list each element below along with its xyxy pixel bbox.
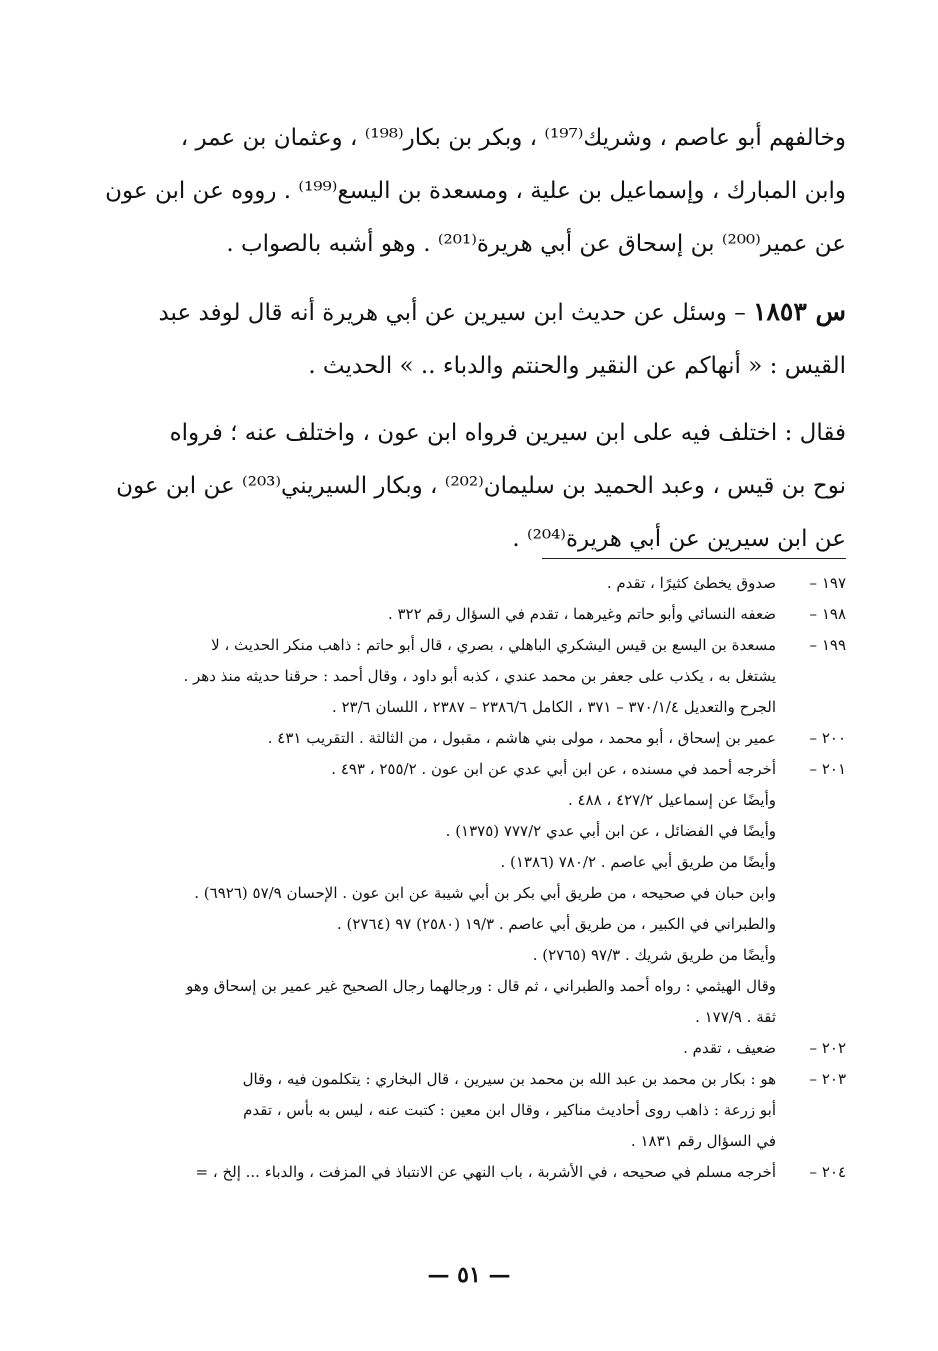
footnote-line: وقال الهيثمي : رواه أحمد والطبراني ، ثم قال : ورجالهما رجال الصحيح غير عمير بن إسحاق وهو (186, 977, 776, 995)
footnote-200 (92, 723, 846, 754)
footnote-line: وأيضًا عن إسماعيل ٤٢٧/٢ ، ٤٨٨ . (567, 791, 776, 809)
footnote-line: يشتغل به ، يكذب على جعفر بن محمد عندي ، كذبه أبو داود ، وقال أحمد : حرقنا حديثه منذ دهر . (183, 667, 776, 685)
question-first-line (92, 285, 846, 340)
question-text: – وسئل عن حديث ابن سيرين عن أبي هريرة أنه قال لوفد عبد (158, 300, 754, 326)
footnote-line: ضعيف ، تقدم . (683, 1039, 776, 1057)
footnote-204 (92, 1157, 846, 1188)
question-number: س ١٨٥٣ (753, 297, 846, 326)
page-number: — ٥١ — (427, 1262, 511, 1288)
text-line: فقال : اختلف فيه على ابن سيرين فرواه ابن عون ، واختلف عنه ؛ فرواه (169, 420, 846, 446)
footnote-line: ضعفه النسائي وأبو حاتم وغيرهما ، تقدم في السؤال رقم ٣٢٢ . (387, 605, 776, 623)
footnote-202 (92, 1033, 846, 1064)
footnote-line: والطبراني في الكبير ، من طريق أبي عاصم . ١٩/٣ (٢٥٨٠) ٩٧ (٢٧٦٤) . (336, 915, 776, 933)
footnote-line: أخرجه مسلم في صحيحه ، في الأشربة ، باب النهي عن الانتباذ في المزفت ، والدباء ... إلخ ، = (195, 1163, 776, 1181)
footnote-line: هو : بكار بن محمد بن عبد الله بن محمد بن سيرين ، قال البخاري : يتكلمون فيه ، وقال (242, 1070, 776, 1088)
footnote-line: ثقة . ١٧٧/٩ . (695, 1008, 776, 1026)
footnote-number: ٢٠١ – (809, 760, 846, 778)
footnote-line: مسعدة بن اليسع بن قيس اليشكري الباهلي ، بصري ، قال أبو حاتم : ذاهب منكر الحديث ، لا (211, 636, 776, 654)
footnote-line: وابن حبان في صحيحه ، من طريق أبي بكر بن أبي شيبة عن ابن عون . الإحسان ٥٧/٩ (٦٩٢٦) . (194, 884, 776, 902)
footnote-number: ٢٠٢ – (809, 1039, 846, 1057)
footnote-line: وأيضًا في الفضائل ، عن ابن أبي عدي ٧٧٧/٢ (١٣٧٥) . (445, 822, 776, 840)
main-text (92, 112, 846, 580)
paragraph-1 (92, 112, 846, 271)
footnote-199 (92, 630, 846, 723)
footnote-line: أبو زرعة : ذاهب روى أحاديث مناكير ، وقال ابن معين : كتبت عنه ، ليس به بأس ، تقدم (243, 1101, 776, 1119)
footnotes (92, 568, 846, 1188)
text-line: نوح بن قيس ، وعبد الحميد بن سليمان⁽²⁰²⁾ ، وبكار السيريني⁽²⁰³⁾ عن ابن عون (116, 473, 846, 499)
answer-paragraph (92, 407, 846, 566)
footnote-number: ٢٠٣ – (809, 1070, 846, 1088)
footnote-198 (92, 599, 846, 630)
footnote-number: ١٩٧ – (809, 574, 846, 592)
footnote-number: ٢٠٠ – (809, 729, 846, 747)
footnote-197 (92, 568, 846, 599)
footnote-divider (542, 558, 846, 559)
text-line: وابن المبارك ، وإسماعيل بن علية ، ومسعدة بن اليسع⁽¹⁹⁹⁾ . رووه عن ابن عون (105, 178, 846, 204)
footnote-line: أخرجه أحمد في مسنده ، عن ابن أبي عدي عن ابن عون . ٢٥٥/٢ ، ٤٩٣ . (331, 760, 776, 778)
footnote-line: الجرح والتعديل ٣٧٠/١/٤ – ٣٧١ ، الكامل ٢٣٨٦/٦ – ٢٣٨٧ ، اللسان ٢٣/٦ . (331, 698, 776, 716)
footnote-number: ١٩٩ – (809, 636, 846, 654)
text-line: وخالفهم أبو عاصم ، وشريك⁽¹⁹⁷⁾ ، وبكر بن بكار⁽¹⁹⁸⁾ ، وعثمان بن عمر ، (180, 125, 846, 151)
question-paragraph (92, 285, 846, 393)
footnote-203 (92, 1064, 846, 1157)
text-line: عن ابن سيرين عن أبي هريرة⁽²⁰⁴⁾ . (512, 526, 846, 552)
footnote-201-continued (92, 878, 846, 1033)
footnote-line: وأيضًا من طريق شريك . ٩٧/٣ (٢٧٦٥) . (532, 946, 776, 964)
text-line: عن عمير⁽²⁰⁰⁾ بن إسحاق عن أبي هريرة⁽²⁰¹⁾ . وهو أشبه بالصواب . (226, 231, 846, 257)
footnote-line: وأيضًا من طريق أبي عاصم . ٧٨٠/٢ (١٣٨٦) . (500, 853, 776, 871)
footnote-line: صدوق يخطئ كثيرًا ، تقدم . (606, 574, 776, 592)
footnote-201 (92, 754, 846, 785)
footnote-number: ١٩٨ – (809, 605, 846, 623)
footnote-line: في السؤال رقم ١٨٣١ . (630, 1132, 776, 1150)
footnote-number: ٢٠٤ – (809, 1163, 846, 1181)
footnote-line: عمير بن إسحاق ، أبو محمد ، مولى بني هاشم ، مقبول ، من الثالثة . التقريب ٤٣١ . (267, 729, 776, 747)
text-line: القيس : « أنهاكم عن النقير والحنتم والدباء .. » الحديث . (308, 353, 846, 379)
